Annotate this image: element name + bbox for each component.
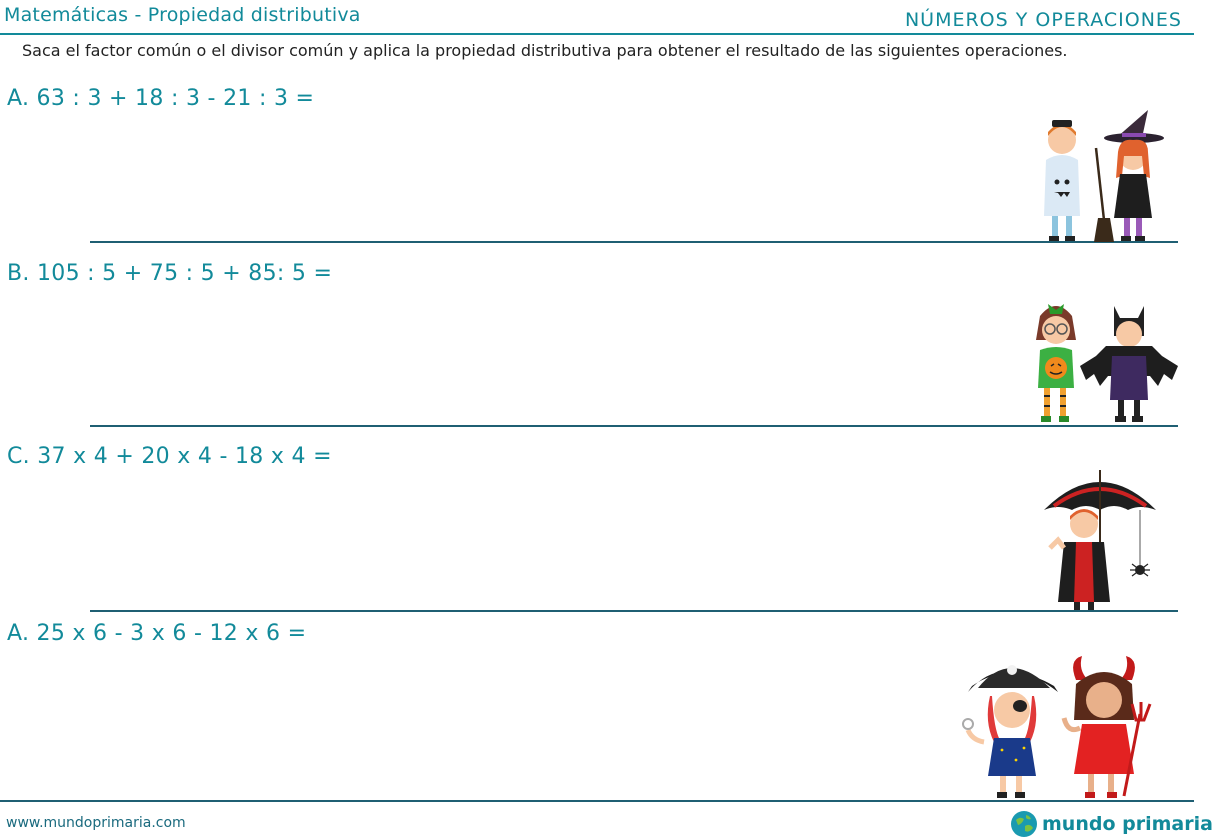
ghost-and-witch-kids-illustration bbox=[1030, 108, 1180, 244]
exercise-d-label: A. 25 x 6 - 3 x 6 - 12 x 6 = bbox=[7, 621, 307, 646]
exercise-b-answer-line[interactable] bbox=[90, 425, 1178, 427]
pirate-and-devil-kids-illustration bbox=[964, 650, 1160, 802]
exercise-c-label: C. 37 x 4 + 20 x 4 - 18 x 4 = bbox=[7, 444, 332, 469]
instructions-text: Saca el factor común o el divisor común y aplica la propiedad distributiva para obtener el resultado de las siguientes operaciones. bbox=[22, 41, 1068, 60]
header-divider bbox=[0, 33, 1194, 35]
exercise-a-answer-line[interactable] bbox=[90, 241, 1178, 243]
exercise-a-label: A. 63 : 3 + 18 : 3 - 21 : 3 = bbox=[7, 86, 315, 111]
exercise-b-label: B. 105 : 5 + 75 : 5 + 85: 5 = bbox=[7, 261, 333, 286]
logo-text: mundo primaria bbox=[1042, 813, 1213, 835]
footer-divider bbox=[0, 800, 1194, 802]
exercise-c-answer-line[interactable] bbox=[90, 610, 1178, 612]
footer-url-link[interactable]: www.mundoprimaria.com bbox=[6, 815, 186, 831]
section-title: NÚMEROS Y OPERACIONES bbox=[904, 9, 1182, 31]
page-header bbox=[0, 0, 1194, 36]
vampire-umbrella-kid-illustration bbox=[1040, 466, 1162, 612]
subject-title: Matemáticas - Propiedad distributiva bbox=[4, 4, 361, 26]
globe-icon bbox=[1010, 810, 1038, 838]
mundo-primaria-logo[interactable] bbox=[1010, 808, 1213, 840]
pumpkin-and-bat-kids-illustration bbox=[1026, 296, 1182, 426]
